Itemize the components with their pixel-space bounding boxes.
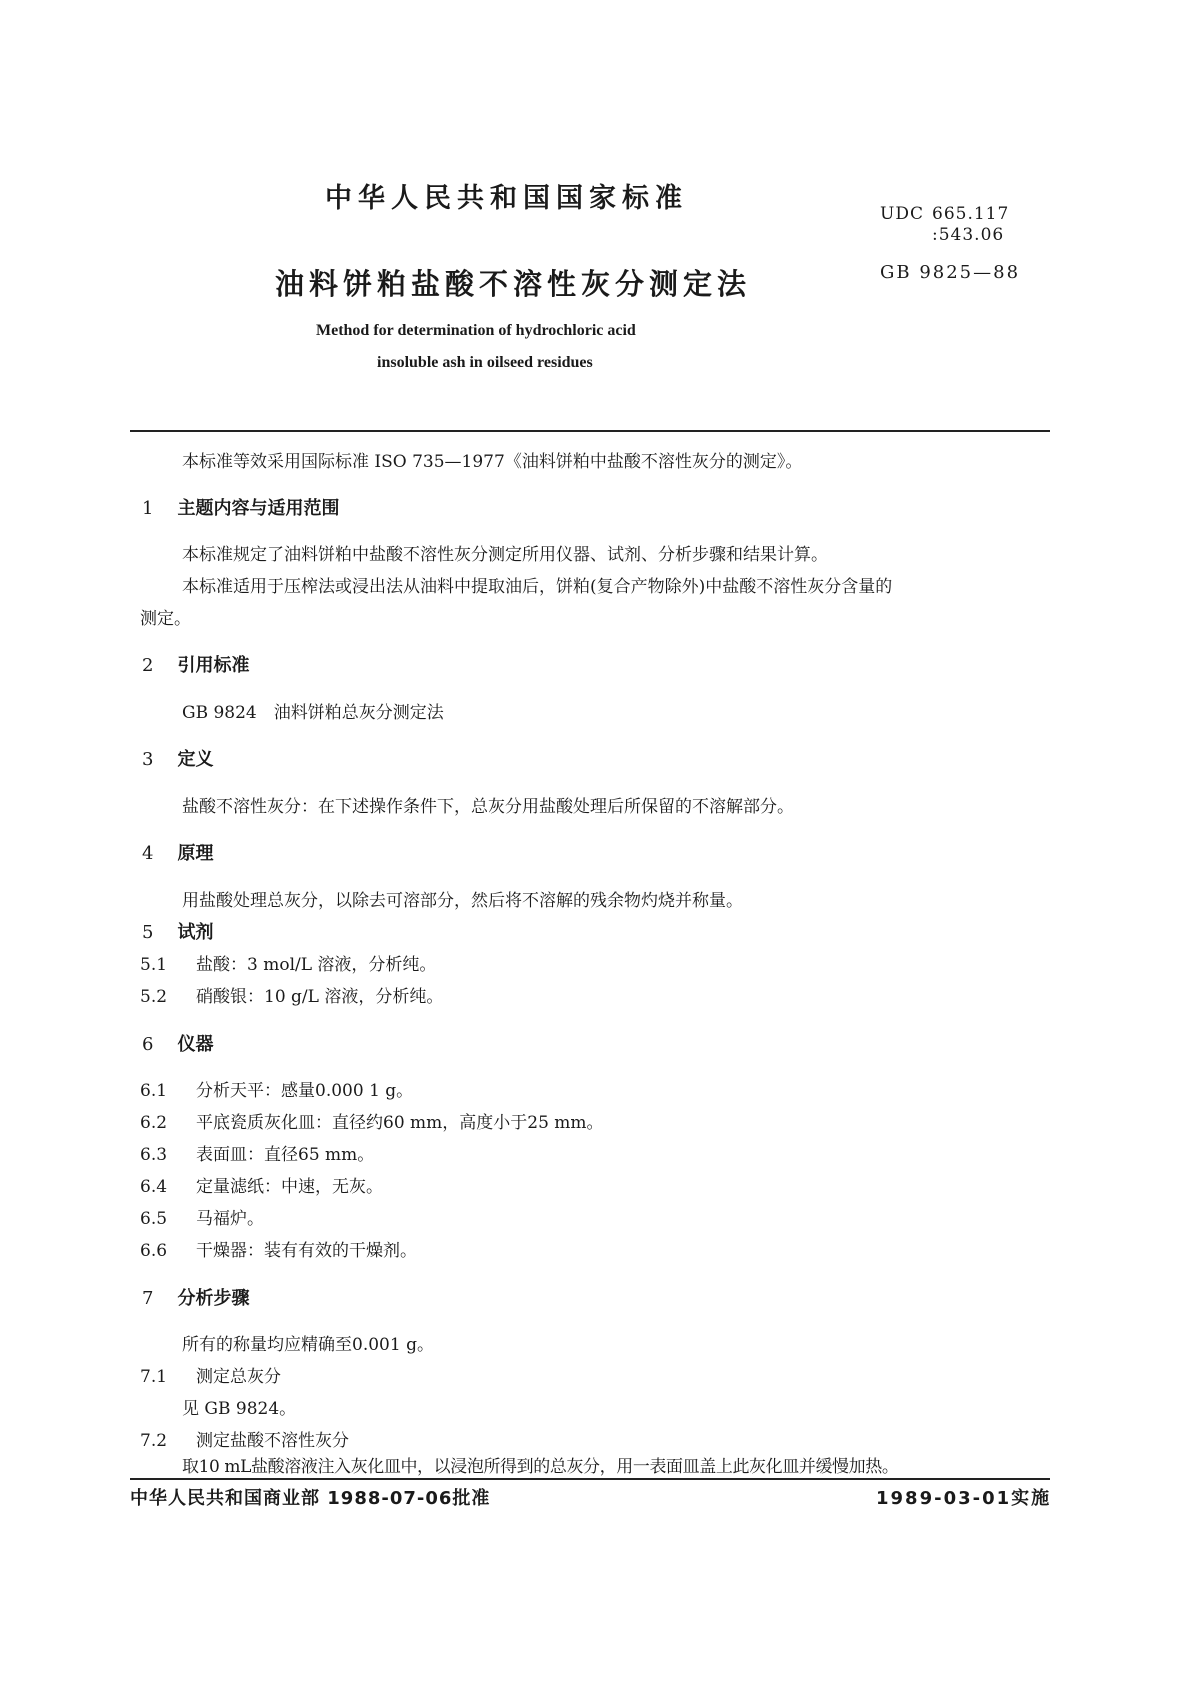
header-divider (130, 430, 1050, 432)
item-number: 6.2 (140, 1113, 168, 1133)
item-text: 测定盐酸不溶性灰分 (196, 1431, 349, 1451)
item-text: 马福炉。 (196, 1209, 264, 1229)
item-detail: 见 GB 9824。 (182, 1399, 297, 1419)
list-item (140, 1108, 604, 1133)
udc-code-line2: :543.06 (932, 225, 1005, 245)
item-text: 干燥器：装有有效的干燥剂。 (196, 1241, 417, 1261)
section-title: 仪器 (177, 1034, 214, 1055)
item-text: 硝酸银：10 g/L 溶液，分析纯。 (196, 987, 444, 1007)
list-item (140, 982, 443, 1007)
item-number: 6.4 (140, 1177, 168, 1197)
list-item (140, 1204, 264, 1229)
section-1-heading (142, 494, 339, 520)
section-number: 7 (142, 1288, 154, 1309)
section-title: 主题内容与适用范围 (177, 498, 340, 519)
section-1-paragraph-2: 本标准适用于压榨法或浸出法从油料中提取油后，饼粕(复合产物除外)中盐酸不溶性灰分含量的 (182, 577, 893, 597)
item-text: 定量滤纸：中速，无灰。 (196, 1177, 383, 1197)
item-text: 盐酸：3 mol/L 溶液，分析纯。 (196, 955, 437, 975)
effective-date: 1989-03-01实施 (876, 1488, 1052, 1509)
section-3-paragraph: 盐酸不溶性灰分：在下述操作条件下，总灰分用盐酸处理后所保留的不溶解部分。 (182, 797, 794, 817)
section-6-heading (142, 1030, 213, 1056)
list-item (140, 1236, 417, 1261)
section-4-heading (142, 839, 213, 865)
udc-label: UDC (880, 204, 924, 224)
list-item (140, 1140, 374, 1165)
section-2-reference: GB 9824 油料饼粕总灰分测定法 (182, 703, 444, 723)
standard-title-en-line1: Method for determination of hydrochloric acid (316, 322, 636, 339)
item-number: 7.2 (140, 1431, 168, 1451)
section-number: 1 (142, 498, 154, 519)
item-text: 测定总灰分 (196, 1367, 281, 1387)
list-item (140, 1426, 349, 1451)
item-detail: 取10 mL盐酸溶液注入灰化皿中，以浸泡所得到的总灰分，用一表面皿盖上此灰化皿并缓慢加热。 (182, 1457, 899, 1477)
item-number: 5.1 (140, 955, 168, 975)
section-title: 分析步骤 (177, 1288, 250, 1309)
section-7-paragraph: 所有的称量均应精确至0.001 g。 (182, 1335, 434, 1355)
gb-standard-code: GB 9825—88 (880, 262, 1021, 283)
item-number: 6.5 (140, 1209, 168, 1229)
item-number: 6.1 (140, 1081, 168, 1101)
approval-line: 中华人民共和国商业部 1988-07-06批准 (130, 1488, 491, 1509)
standard-title-en-line2: insoluble ash in oilseed residues (377, 354, 593, 371)
list-item (140, 1076, 413, 1101)
section-title: 引用标准 (177, 655, 250, 676)
section-4-paragraph: 用盐酸处理总灰分，以除去可溶部分，然后将不溶解的残余物灼烧并称量。 (182, 891, 743, 911)
list-item (140, 1362, 281, 1387)
footer-divider (130, 1478, 1050, 1480)
item-number: 6.3 (140, 1145, 168, 1165)
section-number: 5 (142, 922, 154, 943)
item-number: 6.6 (140, 1241, 168, 1261)
section-7-heading (142, 1284, 249, 1310)
section-1-paragraph-2-cont: 测定。 (140, 609, 191, 629)
section-3-heading (142, 745, 213, 771)
item-text: 分析天平：感量0.000 1 g。 (196, 1081, 414, 1101)
section-5-heading (142, 918, 213, 944)
section-number: 3 (142, 749, 154, 770)
item-number: 5.2 (140, 987, 168, 1007)
item-number: 7.1 (140, 1367, 168, 1387)
section-number: 6 (142, 1034, 154, 1055)
intro-paragraph: 本标准等效采用国际标准 ISO 735—1977《油料饼粕中盐酸不溶性灰分的测定》。 (182, 452, 803, 472)
national-standard-title: 中华人民共和国国家标准 (325, 183, 688, 214)
item-text: 平底瓷质灰化皿：直径约60 mm，高度小于25 mm。 (196, 1113, 604, 1133)
section-number: 2 (142, 655, 154, 676)
section-number: 4 (142, 843, 154, 864)
list-item (140, 950, 436, 975)
section-title: 定义 (177, 749, 214, 770)
udc-code-line1: 665.117 (932, 204, 1010, 224)
standard-title-cn: 油料饼粕盐酸不溶性灰分测定法 (275, 267, 752, 301)
section-title: 试剂 (177, 922, 214, 943)
section-title: 原理 (177, 843, 214, 864)
list-item (140, 1172, 383, 1197)
item-text: 表面皿：直径65 mm。 (196, 1145, 375, 1165)
section-2-heading (142, 651, 249, 677)
section-1-paragraph-1: 本标准规定了油料饼粕中盐酸不溶性灰分测定所用仪器、试剂、分析步骤和结果计算。 (182, 545, 828, 565)
